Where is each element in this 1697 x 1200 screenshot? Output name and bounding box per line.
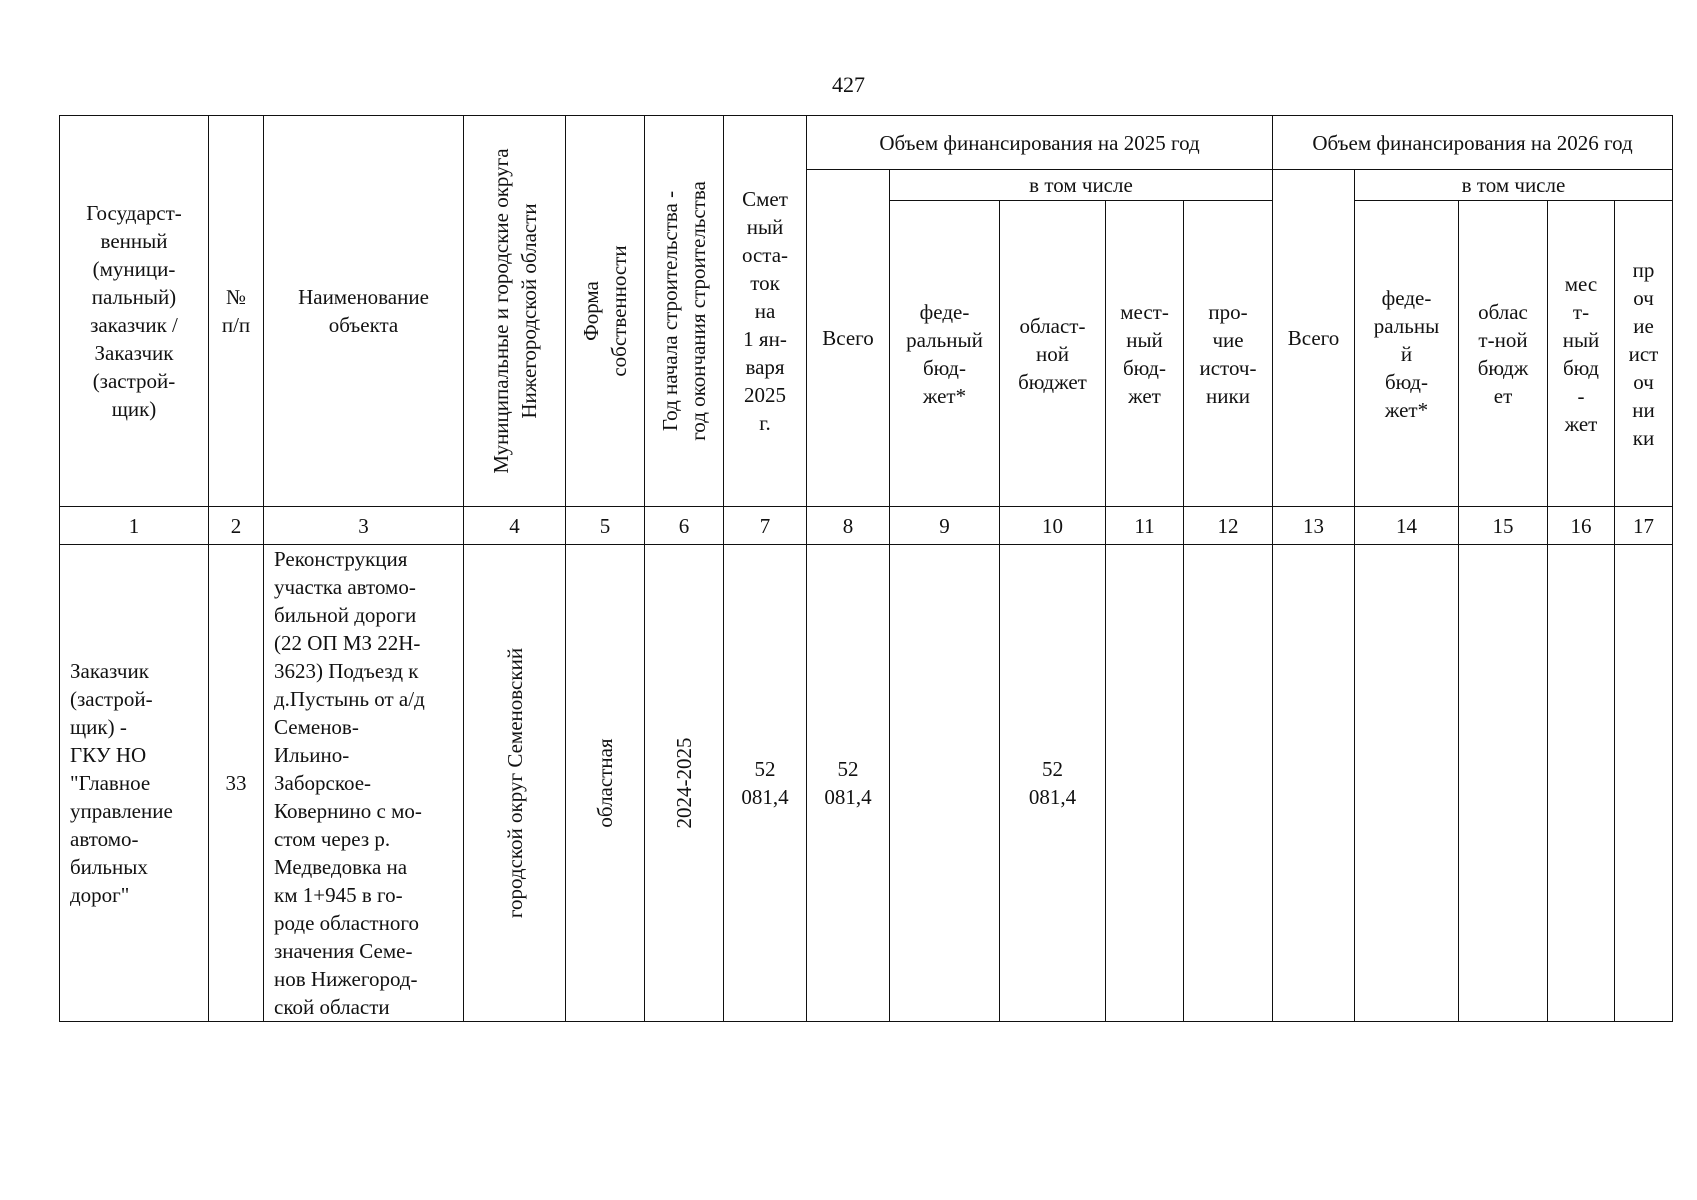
row-regional-2026 — [1459, 545, 1548, 1022]
col-num-16: 16 — [1548, 507, 1615, 545]
row-balance: 52 081,4 — [724, 545, 807, 1022]
header-including-2025: в том числе — [890, 170, 1273, 201]
col-num-12: 12 — [1184, 507, 1273, 545]
row-district — [464, 545, 566, 1022]
row-local-2026 — [1548, 545, 1615, 1022]
header-total-2026: Всего — [1273, 170, 1355, 507]
header-object-name: Наименование объекта — [264, 116, 464, 507]
col-num-14: 14 — [1355, 507, 1459, 545]
row-object-name: Реконструкция участка автомо- бильной дороги (22 ОП МЗ 22Н- 3623) Подъезд к д.Пустынь от а/д Семенов- Ильино- Заборское- Ковернино с мо- стом через р. Медведовка на км 1+945 в го- роде областного значения Семе- нов Нижегород- ской области — [264, 545, 464, 1022]
header-financing-2026: Объем финансирования на 2026 год — [1273, 116, 1673, 170]
header-local-2026: мес т- ный бюд - жет — [1548, 201, 1615, 507]
row-other-2026 — [1615, 545, 1673, 1022]
col-num-11: 11 — [1106, 507, 1184, 545]
header-other-2025: про- чие источ- ники — [1184, 201, 1273, 507]
col-num-8: 8 — [807, 507, 890, 545]
row-federal-2026 — [1355, 545, 1459, 1022]
col-num-3: 3 — [264, 507, 464, 545]
header-ownership — [566, 116, 645, 507]
row-number: 33 — [209, 545, 264, 1022]
row-federal-2025 — [890, 545, 1000, 1022]
col-num-10: 10 — [1000, 507, 1106, 545]
header-including-2026: в том числе — [1355, 170, 1673, 201]
header-estimate-balance: Смет ный оста- ток на 1 ян- варя 2025 г. — [724, 116, 807, 507]
header-years-text: Год начала строительства - год окончания строительства — [658, 181, 710, 441]
header-regional-2026: облас т-ной бюдж ет — [1459, 201, 1548, 507]
column-number-row — [60, 507, 1673, 545]
col-num-5: 5 — [566, 507, 645, 545]
header-regional-2025: област- ной бюджет — [1000, 201, 1106, 507]
row-years-text: 2024-2025 — [672, 737, 696, 829]
financing-table — [59, 115, 1673, 1022]
row-customer: Заказчик (застрой- щик) - ГКУ НО "Главное управление автомо- бильных дорог" — [60, 545, 209, 1022]
header-federal-2025: феде- ральный бюд- жет* — [890, 201, 1000, 507]
header-number: № п/п — [209, 116, 264, 507]
header-federal-2026: феде- ральны й бюд- жет* — [1355, 201, 1459, 507]
col-num-13: 13 — [1273, 507, 1355, 545]
header-local-2025: мест- ный бюд- жет — [1106, 201, 1184, 507]
header-financing-2025: Объем финансирования на 2025 год — [807, 116, 1273, 170]
row-total-2026 — [1273, 545, 1355, 1022]
header-districts — [464, 116, 566, 507]
col-num-9: 9 — [890, 507, 1000, 545]
row-local-2025 — [1106, 545, 1184, 1022]
table-row — [60, 545, 1673, 1022]
header-total-2025: Всего — [807, 170, 890, 507]
row-ownership — [566, 545, 645, 1022]
row-other-2025 — [1184, 545, 1273, 1022]
row-district-text: городской округ Семеновский — [502, 647, 527, 919]
col-num-6: 6 — [645, 507, 724, 545]
col-num-7: 7 — [724, 507, 807, 545]
header-ownership-text: Форма собственности — [579, 245, 631, 377]
col-num-15: 15 — [1459, 507, 1548, 545]
col-num-2: 2 — [209, 507, 264, 545]
col-num-1: 1 — [60, 507, 209, 545]
header-years — [645, 116, 724, 507]
row-ownership-text: областная — [593, 738, 617, 828]
row-total-2025: 52 081,4 — [807, 545, 890, 1022]
row-years — [645, 545, 724, 1022]
header-other-2026: пр оч ие ист оч ни ки — [1615, 201, 1673, 507]
header-districts-text: Муниципальные и городские округа Нижегородской области — [488, 148, 541, 474]
page-number: 427 — [832, 72, 865, 97]
col-num-4: 4 — [464, 507, 566, 545]
row-regional-2025: 52 081,4 — [1000, 545, 1106, 1022]
col-num-17: 17 — [1615, 507, 1673, 545]
header-customer: Государст- венный (муници- пальный) заказчик / Заказчик (застрой- щик) — [60, 116, 209, 507]
